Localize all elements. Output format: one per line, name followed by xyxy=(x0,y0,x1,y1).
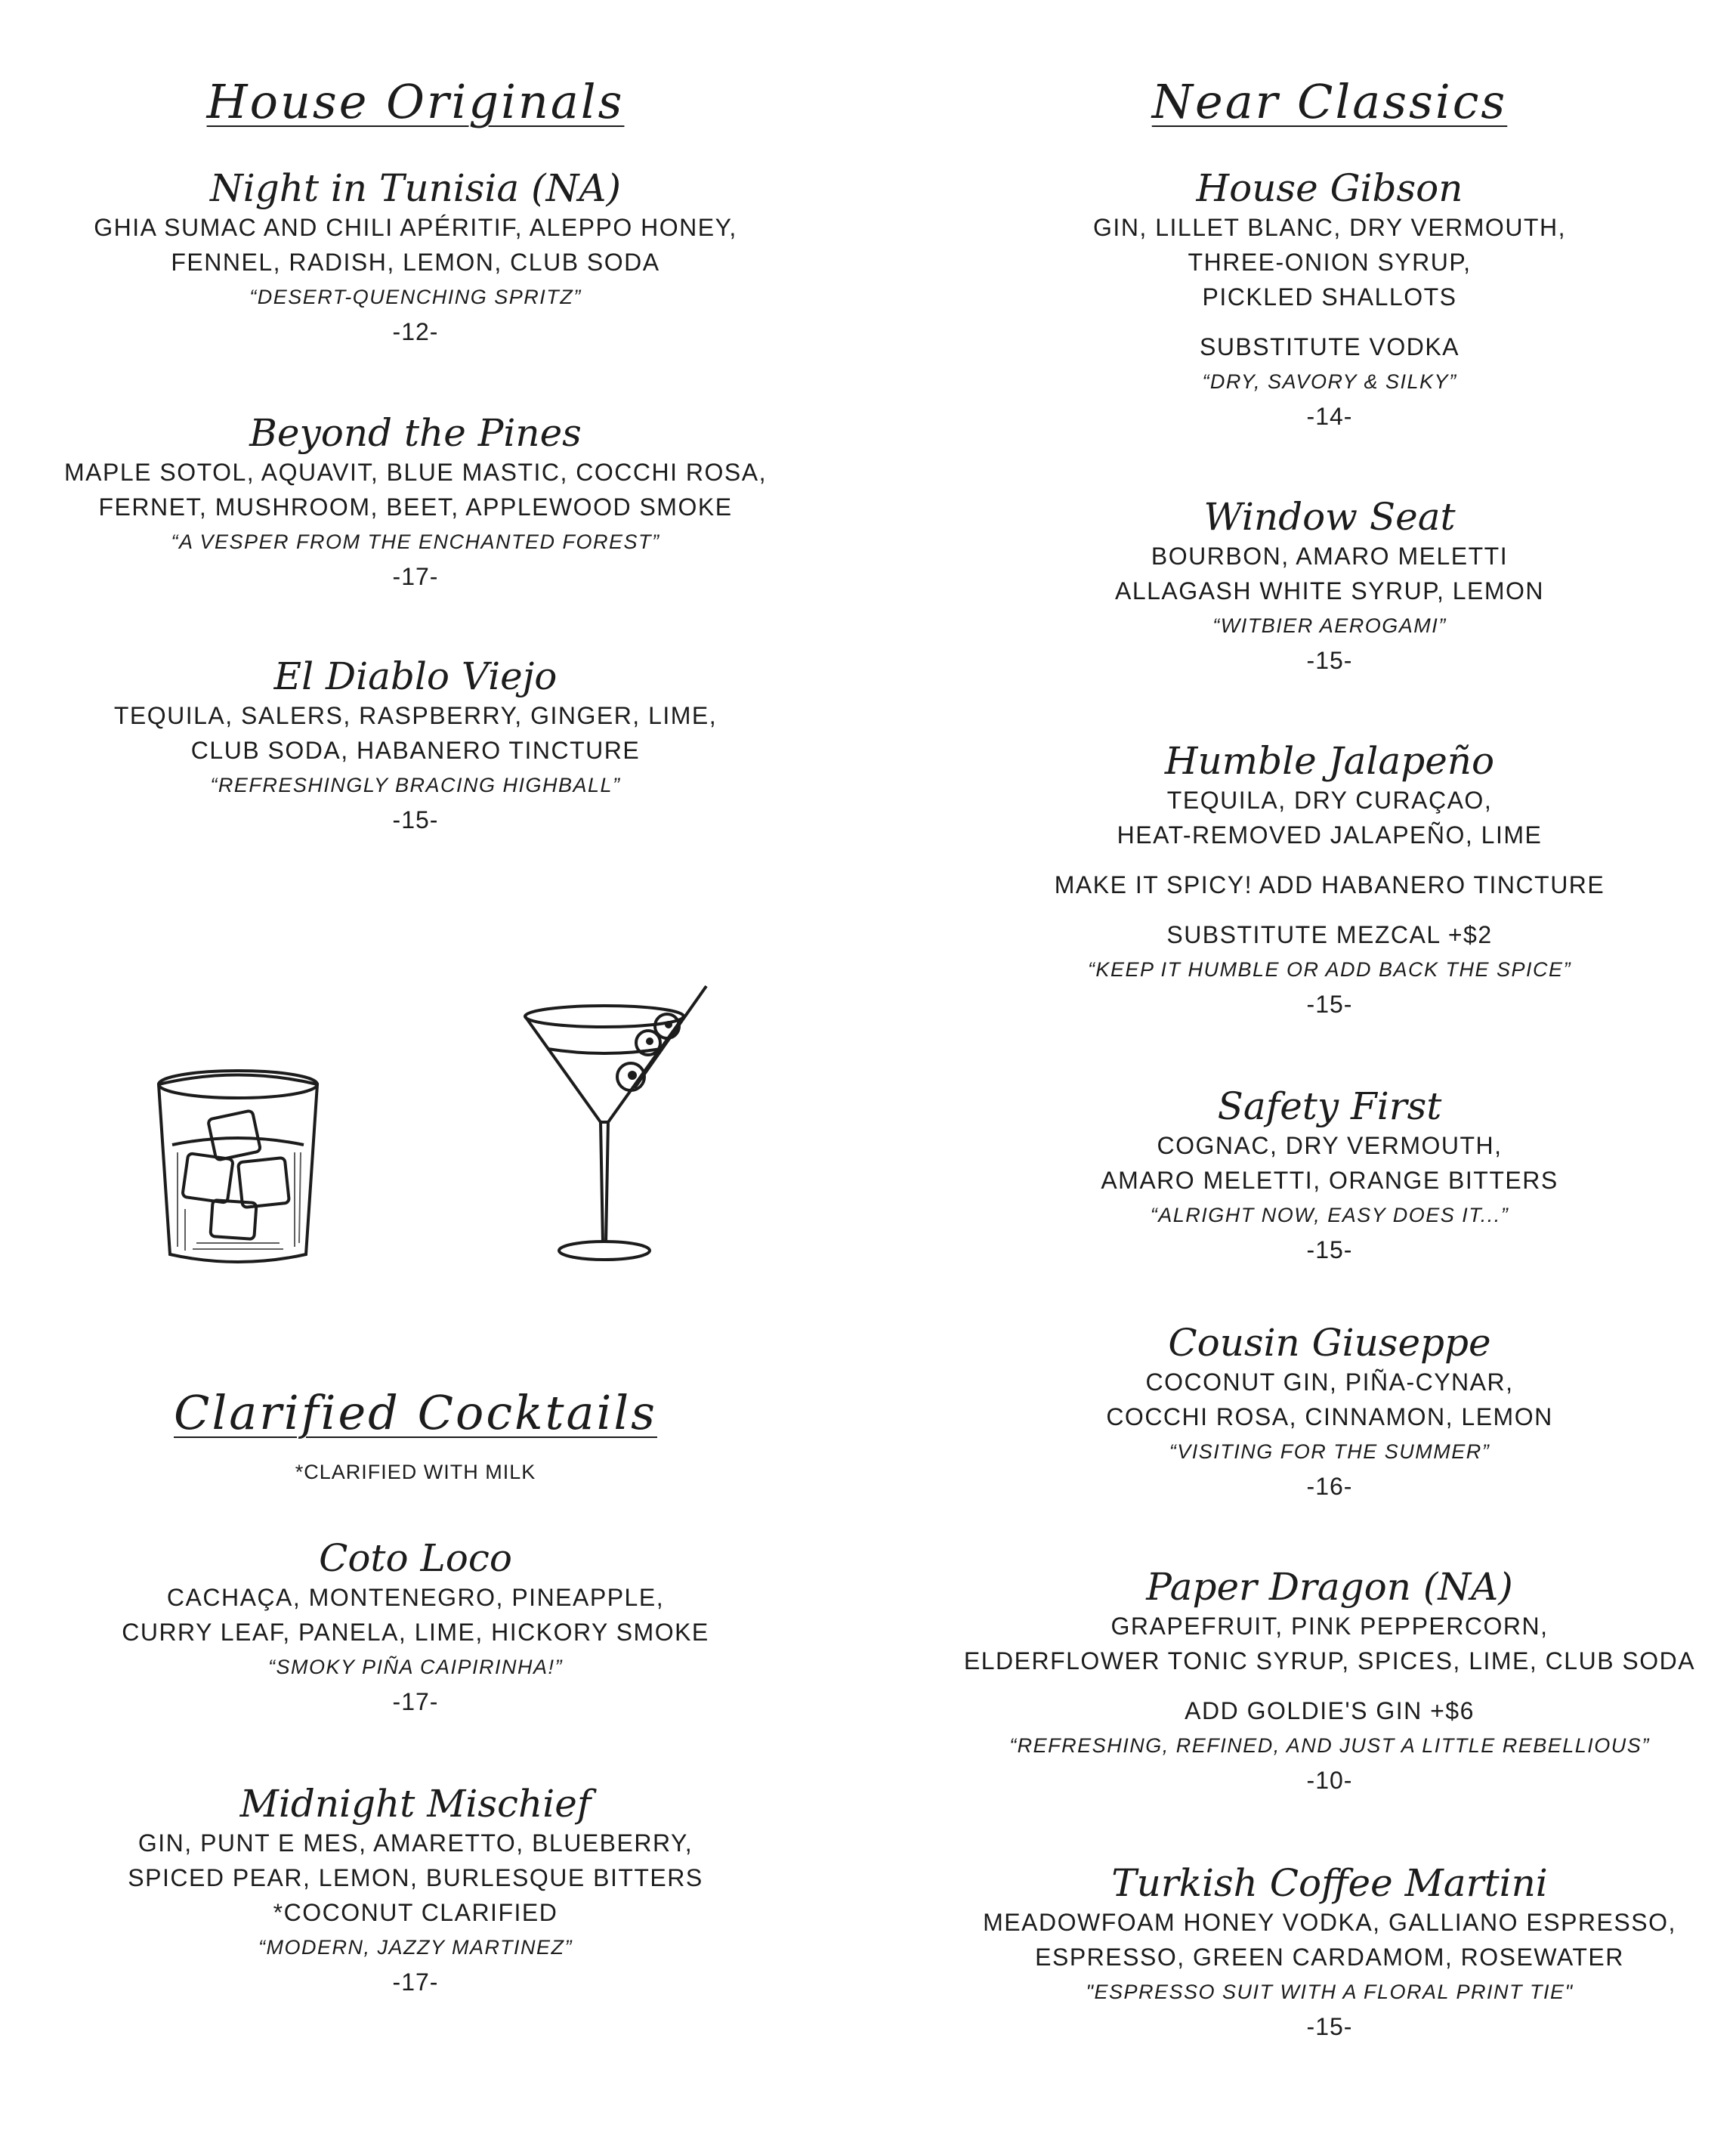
item-tagline: “DRY, SAVORY & SILKY” xyxy=(1202,370,1457,393)
item-tagline: “DESERT-QUENCHING SPRITZ” xyxy=(249,286,582,308)
menu-item xyxy=(30,1538,801,1719)
clarified-note: *CLARIFIED WITH MILK xyxy=(295,1461,536,1483)
item-ingredients: ELDERFLOWER TONIC SYRUP, SPICES, LIME, CLUB SODA xyxy=(963,1647,1696,1675)
item-tagline: “SMOKY PIÑA CAIPIRINHA!” xyxy=(267,1656,564,1678)
menu-item xyxy=(30,168,801,349)
item-ingredients: PICKLED SHALLOTS xyxy=(1202,283,1457,311)
item-tagline: “REFRESHINGLY BRACING HIGHBALL” xyxy=(210,774,621,796)
item-extra: SUBSTITUTE VODKA xyxy=(1199,333,1460,360)
item-price: -15- xyxy=(392,806,439,833)
item-ingredients: GRAPEFRUIT, PINK PEPPERCORN, xyxy=(1110,1613,1549,1640)
menu-item xyxy=(944,1086,1715,1267)
item-price: -14- xyxy=(1306,403,1353,430)
item-extra: SUBSTITUTE MEZCAL +$2 xyxy=(1166,921,1493,948)
item-ingredients: COCCHI ROSA, CINNAMON, LEMON xyxy=(1106,1403,1553,1430)
item-ingredients: THREE-ONION SYRUP, xyxy=(1188,249,1472,276)
item-ingredients: SPICED PEAR, LEMON, BURLESQUE BITTERS xyxy=(128,1864,703,1891)
item-price: -17- xyxy=(392,1688,439,1715)
item-price: -10- xyxy=(1306,1767,1353,1794)
item-name: Humble Jalapeño xyxy=(1164,739,1495,783)
near-classics-heading: Near Classics xyxy=(1151,74,1508,129)
rocks-glass-icon xyxy=(151,1062,325,1269)
item-ingredients: GIN, PUNT E MES, AMARETTO, BLUEBERRY, xyxy=(137,1829,693,1857)
item-ingredients: ESPRESSO, GREEN CARDAMOM, ROSEWATER xyxy=(1035,1944,1624,1971)
item-name: Turkish Coffee Martini xyxy=(1111,1861,1548,1905)
item-extra: ADD GOLDIE'S GIN +$6 xyxy=(1185,1697,1475,1724)
item-ingredients: BOURBON, AMARO MELETTI xyxy=(1151,543,1509,570)
item-price: -17- xyxy=(392,563,439,590)
item-ingredients: MAPLE SOTOL, AQUAVIT, BLUE MASTIC, COCCHI ROSA, xyxy=(64,459,767,486)
item-ingredients: GIN, LILLET BLANC, DRY VERMOUTH, xyxy=(1093,214,1566,241)
item-price: -15- xyxy=(1306,647,1353,674)
item-ingredients: GHIA SUMAC AND CHILI APÉRITIF, ALEPPO HONEY, xyxy=(94,214,737,241)
item-ingredients: TEQUILA, DRY CURAÇAO, xyxy=(1166,787,1493,814)
item-extra: MAKE IT SPICY! ADD HABANERO TINCTURE xyxy=(1054,871,1605,898)
item-price: -15- xyxy=(1306,2013,1353,2040)
item-name: House Gibson xyxy=(1196,166,1463,210)
menu-item xyxy=(30,1783,801,1999)
menu-item xyxy=(944,1863,1715,2044)
item-price: -15- xyxy=(1306,991,1353,1018)
item-price: -12- xyxy=(392,318,439,345)
item-name: Night in Tunisia (NA) xyxy=(210,166,621,210)
item-name: Cousin Giuseppe xyxy=(1168,1321,1491,1365)
item-ingredients: *COCONUT CLARIFIED xyxy=(273,1899,558,1926)
item-ingredients: CLUB SODA, HABANERO TINCTURE xyxy=(190,737,641,764)
item-tagline: “VISITING FOR THE SUMMER” xyxy=(1169,1440,1490,1463)
menu-item xyxy=(944,1566,1715,1798)
item-ingredients: AMARO MELETTI, ORANGE BITTERS xyxy=(1101,1167,1558,1194)
item-price: -15- xyxy=(1306,1236,1353,1263)
item-tagline: “A VESPER FROM THE ENCHANTED FOREST” xyxy=(171,530,660,553)
house-originals-heading: House Originals xyxy=(206,74,625,129)
menu-item xyxy=(30,413,801,594)
item-ingredients: ALLAGASH WHITE SYRUP, LEMON xyxy=(1114,577,1545,605)
item-ingredients: COCONUT GIN, PIÑA-CYNAR, xyxy=(1145,1368,1514,1396)
item-ingredients: CACHAÇA, MONTENEGRO, PINEAPPLE, xyxy=(166,1584,665,1611)
item-ingredients: FENNEL, RADISH, LEMON, CLUB SODA xyxy=(171,249,660,276)
item-name: Beyond the Pines xyxy=(249,411,582,455)
item-tagline: “ALRIGHT NOW, EASY DOES IT...” xyxy=(1150,1204,1509,1226)
item-name: Paper Dragon (NA) xyxy=(1146,1565,1513,1609)
menu-item xyxy=(944,496,1715,678)
menu-item xyxy=(944,741,1715,1022)
item-name: Midnight Mischief xyxy=(239,1782,592,1826)
item-ingredients: TEQUILA, SALERS, RASPBERRY, GINGER, LIME, xyxy=(113,702,718,729)
item-tagline: “KEEP IT HUMBLE OR ADD BACK THE SPICE” xyxy=(1087,958,1572,981)
clarified-cocktails-heading: Clarified Cocktails xyxy=(174,1385,657,1440)
item-ingredients: FERNET, MUSHROOM, BEET, APPLEWOOD SMOKE xyxy=(98,493,733,521)
item-name: Window Seat xyxy=(1203,495,1456,539)
menu-item xyxy=(944,168,1715,434)
item-tagline: “WITBIER AEROGAMI” xyxy=(1212,614,1447,637)
item-ingredients: MEADOWFOAM HONEY VODKA, GALLIANO ESPRESSO, xyxy=(983,1909,1676,1936)
item-ingredients: CURRY LEAF, PANELA, LIME, HICKORY SMOKE xyxy=(122,1619,709,1646)
item-tagline: “MODERN, JAZZY MARTINEZ” xyxy=(258,1936,573,1959)
item-name: El Diablo Viejo xyxy=(273,654,558,698)
menu-item xyxy=(30,656,801,837)
item-ingredients: HEAT-REMOVED JALAPEÑO, LIME xyxy=(1117,821,1543,849)
item-name: Safety First xyxy=(1217,1084,1442,1128)
martini-glass-icon xyxy=(521,982,725,1269)
item-tagline: “REFRESHING, REFINED, AND JUST A LITTLE REBELLIOUS” xyxy=(1009,1734,1650,1757)
item-name: Coto Loco xyxy=(319,1536,512,1580)
item-price: -16- xyxy=(1306,1473,1353,1500)
item-tagline: "ESPRESSO SUIT WITH A FLORAL PRINT TIE" xyxy=(1086,1981,1574,2003)
item-price: -17- xyxy=(392,1968,439,1996)
item-ingredients: COGNAC, DRY VERMOUTH, xyxy=(1157,1132,1503,1159)
menu-item xyxy=(944,1322,1715,1504)
